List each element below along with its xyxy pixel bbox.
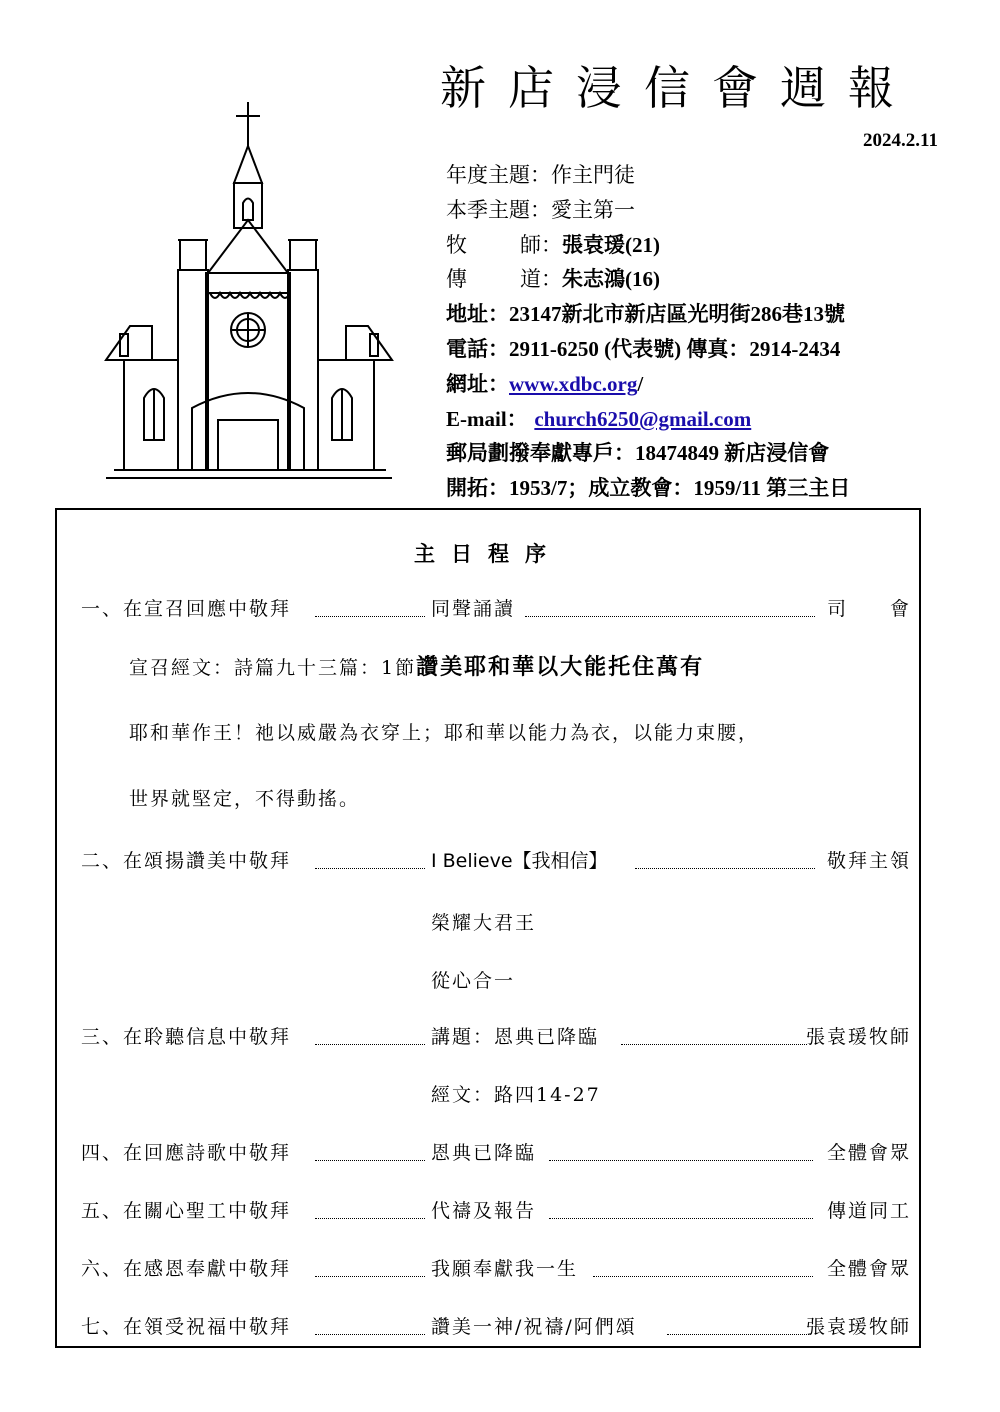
program-item-name: 六、在感恩奉獻中敬拜	[81, 1258, 292, 1280]
leader-dots	[315, 868, 425, 869]
program-item-name: 二、在頌揚讚美中敬拜	[81, 850, 292, 872]
leader-dots	[315, 616, 425, 617]
program-item-person: 全體會眾	[826, 1142, 911, 1164]
call-verse-line-1: 耶和華作王！祂以威嚴為衣穿上；耶和華以能力為衣，以能力束腰，	[129, 722, 760, 744]
church-info	[446, 158, 986, 506]
leader-dots	[549, 1160, 813, 1161]
program-item-person: 敬拜主領	[826, 850, 911, 872]
email-line	[446, 402, 986, 437]
address	[446, 297, 986, 332]
program-item-name: 五、在關心聖工中敬拜	[81, 1200, 292, 1222]
leader-dots	[315, 1160, 425, 1161]
leader-dots	[667, 1334, 809, 1335]
founded	[446, 471, 986, 506]
program-item-7	[81, 1312, 911, 1342]
pastor-name: 張袁瑗(21)	[562, 232, 660, 257]
program-item-person: 張袁瑗牧師	[805, 1026, 911, 1048]
website-label: 網址：	[446, 371, 509, 396]
phone-fax	[446, 332, 986, 367]
preacher-name: 朱志鴻(16)	[562, 267, 660, 292]
postal-text: 郵局劃撥奉獻專戶：18474849 新店浸信會	[446, 441, 830, 466]
phone-text: 電話：2911-6250 (代表號) 傳真：2914-2434	[446, 336, 841, 361]
bulletin-title: 新店浸信會週報	[440, 61, 916, 115]
program-item-content: 代禱及報告	[431, 1200, 537, 1222]
program-item-person: 傳道同工	[826, 1200, 911, 1222]
program-item-content: 講題：恩典已降臨	[431, 1026, 600, 1048]
leader-dots	[315, 1276, 425, 1277]
program-item-3	[81, 1022, 911, 1052]
program-item-2	[81, 846, 911, 876]
preacher-label-1: 傳	[446, 267, 467, 292]
song-title: I Believe【我相信】	[431, 850, 608, 872]
founded-text: 開拓：1953/7；成立教會：1959/11 第三主日	[446, 476, 851, 501]
program-item-1	[81, 594, 911, 624]
address-text: 地址：23147新北市新店區光明街286巷13號	[446, 302, 845, 327]
theme-year: 年度主題：作主門徒	[446, 163, 635, 187]
church-illustration	[100, 98, 400, 488]
leader-dots	[315, 1218, 425, 1219]
website-line	[446, 367, 986, 402]
call-verse-line-2: 世界就堅定，不得動搖。	[129, 788, 361, 810]
preacher-label-2: 道：	[520, 267, 562, 292]
leader-dots	[549, 1218, 813, 1219]
pastor-label-2: 師：	[520, 232, 562, 257]
leader-dots	[315, 1334, 425, 1335]
program-item-name: 四、在回應詩歌中敬拜	[81, 1142, 292, 1164]
leader-dots	[525, 616, 815, 617]
leader-dots	[621, 1044, 807, 1045]
preacher-line	[446, 262, 986, 297]
call-verse-title: 讚美耶和華以大能托住萬有	[416, 654, 705, 680]
pastor-line	[446, 228, 986, 263]
program-item-4	[81, 1138, 911, 1168]
postal-account	[446, 436, 986, 471]
program-item-name: 三、在聆聽信息中敬拜	[81, 1026, 292, 1048]
email-label: E-mail：	[446, 406, 528, 431]
extra-song-1: 榮耀大君王	[431, 912, 537, 934]
program-item-content: 同聲誦讀	[431, 598, 516, 620]
program-item-6	[81, 1254, 911, 1284]
program-item-content	[431, 846, 608, 876]
program-item-content: 恩典已降臨	[431, 1142, 537, 1164]
leader-dots	[593, 1276, 813, 1277]
pastor-label-1: 牧	[446, 232, 467, 257]
program-item-person: 司 會	[826, 598, 911, 620]
call-verse-ref: 宣召經文：詩篇九十三篇：1節	[129, 657, 417, 679]
bulletin-date: 2024.2.11	[863, 130, 938, 151]
extra-song-2: 從心合一	[431, 970, 516, 992]
theme-season: 本季主題：愛主第一	[446, 197, 635, 222]
leader-dots	[635, 868, 815, 869]
leader-dots	[315, 1044, 425, 1045]
scripture: 經文：路四14-27	[431, 1084, 601, 1106]
program-item-5	[81, 1196, 911, 1226]
program-item-content: 讚美一神/祝禱/阿們頌	[431, 1316, 637, 1338]
website-link[interactable]: www.xdbc.org	[509, 371, 638, 396]
program-item-content: 我願奉獻我一生	[431, 1258, 579, 1280]
program-item-person: 全體會眾	[826, 1258, 911, 1280]
program-box	[55, 508, 921, 1348]
program-item-name: 一、在宣召回應中敬拜	[81, 598, 292, 620]
program-item-person: 張袁瑗牧師	[805, 1316, 911, 1338]
program-title: 主日程序	[414, 541, 562, 566]
email-link[interactable]: church6250@gmail.com	[534, 406, 752, 431]
website-suffix: /	[637, 371, 644, 396]
call-verse-heading	[129, 650, 704, 681]
program-item-name: 七、在領受祝福中敬拜	[81, 1316, 292, 1338]
